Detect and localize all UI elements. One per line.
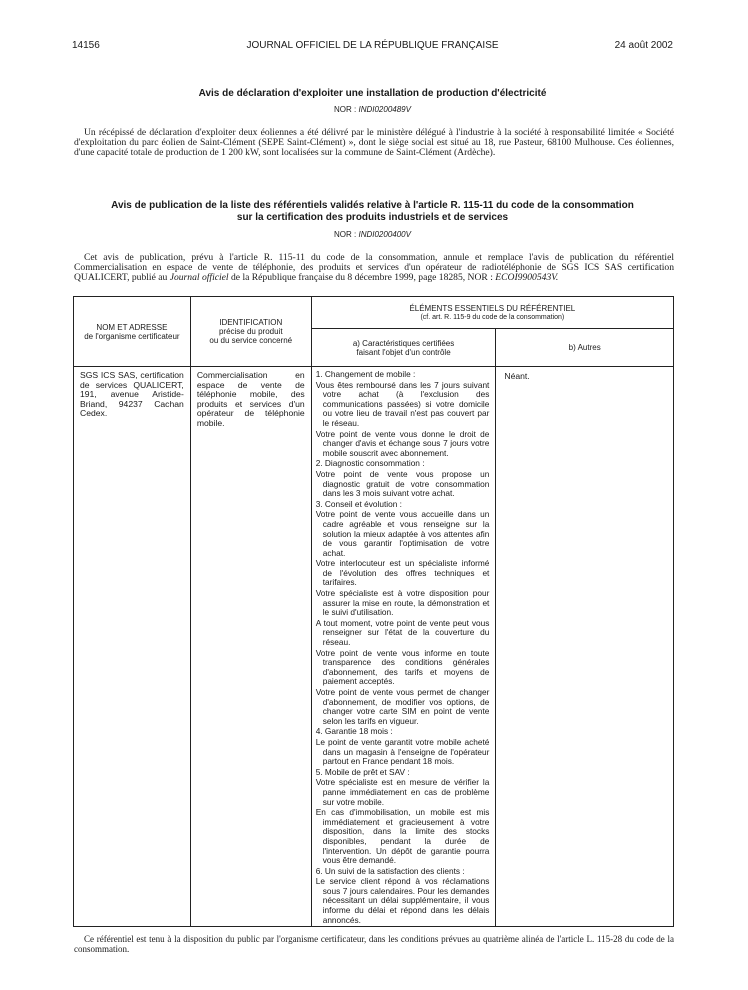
- header-identification-line1: IDENTIFICATION: [219, 318, 283, 327]
- nor-label: NOR :: [334, 230, 357, 239]
- criteria-text: Le point de vente garantit votre mobile acheté dans un magasin à l'enseigne de l'opérateur partout en France pendant 18 mois.: [315, 736, 490, 767]
- notice1-body: [74, 128, 674, 158]
- criteria-heading: 3. Conseil et évolution :: [315, 498, 402, 509]
- referentiel-table: [73, 296, 674, 927]
- criteria-text: En cas d'immobilisation, un mobile est mis immédiatement et gracieusement à votre disposition, dans la limite des stocks disponibles, pendant la durée de l'intervention. Un dépôt de garantie pourra vous être demandé.: [315, 807, 490, 866]
- header-identification: [190, 297, 311, 367]
- page-header: [72, 40, 673, 54]
- criteria-text: Votre point de vente vous propose un diagnostic gratuit de votre consommation dans les 3 mois suivant votre achat.: [315, 468, 490, 499]
- criteria-heading: 5. Mobile de prêt et SAV :: [315, 766, 410, 777]
- header-organisme-line2: de l'organisme certificateur: [84, 331, 180, 341]
- subheader-b: b) Autres: [496, 329, 674, 367]
- issue-date: 24 août 2002: [614, 40, 673, 51]
- header-elements: [311, 297, 673, 329]
- header-identification-line3: ou du service concerné: [209, 336, 293, 345]
- criteria-text: Votre point de vente vous permet de changer d'abonnement, de modifier vos options, de changer votre carte SIM en point de vente selon les tarifs en vigueur.: [315, 687, 490, 726]
- cell-criteria: [311, 367, 496, 927]
- notice1-title: Avis de déclaration d'exploiter une installation de production d'électricité: [198, 88, 547, 99]
- header-elements-line1: ÉLÉMENTS ESSENTIELS DU RÉFÉRENTIEL: [409, 303, 576, 313]
- cell-autres: Néant.: [496, 367, 674, 927]
- notice2-body-part2: de la République française du 8 décembre 1999, page 18285, NOR :: [228, 272, 496, 283]
- subheader-a-line2: faisant l'objet d'un contrôle: [356, 347, 451, 357]
- cell-identification: Commercialisation en espace de vente de téléphonie mobile, des produits et services d'un opérateur de téléphonie mobile.: [190, 367, 311, 927]
- subheader-a: [311, 329, 496, 367]
- footer-note: [74, 934, 674, 954]
- notice2-title-line2: sur la certification des produits industriels et de services: [236, 212, 509, 223]
- notice2-body: [74, 253, 674, 283]
- criteria-text: Votre interlocuteur est un spécialiste informé de l'évolution des offres techniques et tarifaires.: [315, 558, 490, 588]
- journal-title: JOURNAL OFFICIEL DE LA RÉPUBLIQUE FRANÇAISE: [246, 40, 499, 51]
- nor-label: NOR :: [334, 105, 357, 114]
- header-organisme-line1: NOM ET ADRESSE: [96, 322, 168, 332]
- header-identification-line2: précise du produit: [218, 327, 283, 336]
- criteria-text: Votre point de vente vous accueille dans un cadre agréable et vous renseigne sur la solution la mieux adaptée à vos attentes afin de vous garantir l'optimisation de votre achat.: [315, 509, 490, 558]
- criteria-heading: 2. Diagnostic consommation :: [315, 458, 425, 469]
- notice1-body-text: Un récépissé de déclaration d'exploiter deux éoliennes a été délivré par le ministère délégué à l'industrie à la société à responsabilité limitée « Société d'exploitation du parc éolien de Saint-Clément (SEPE Saint-Clément) », dont le siège social est situé au 18, rue Pasteur, 68100 Mulhouse. Ces éoliennes, d'une capacité totale de production de 1 200 kW, sont localisées sur la commune de Saint-Clément (Ardèche).: [74, 127, 674, 158]
- header-organisme: [74, 297, 191, 367]
- nor-code: INDI0200489V: [358, 105, 411, 114]
- criteria-heading: 1. Changement de mobile :: [315, 369, 416, 379]
- nor-code: INDI0200400V: [358, 230, 411, 239]
- cell-organisme: SGS ICS SAS, certification de services QUALICERT, 191, avenue Aristide-Briand, 94237 Cachan Cedex.: [74, 367, 191, 927]
- criteria-text: Votre point de vente vous donne le droit de changer d'avis et échange sous 7 jours votre mobile souscrit avec abonnement.: [315, 428, 490, 458]
- footer-note-text: Ce référentiel est tenu à la disposition du public par l'organisme certificateur, dans les conditions prévues au quatrième alinéa de l'article L. 115-28 du code de la consommation.: [74, 934, 674, 954]
- criteria-text: Votre spécialiste est en mesure de vérifier la panne immédiatement en cas de problème sur votre mobile.: [315, 777, 490, 807]
- criteria-list: [316, 370, 490, 925]
- criteria-text: Vous êtes remboursé dans les 7 jours suivant votre achat (à l'exclusion des communications passées) si votre domicile ou votre lieu de travail n'est pas couvert par le réseau.: [315, 379, 490, 428]
- criteria-heading: 4. Garantie 18 mois :: [315, 726, 393, 737]
- criteria-text: Votre spécialiste est à votre disposition pour assurer la mise en route, la démonstration et le suivi d'utilisation.: [315, 588, 490, 618]
- notice2-body-italic2: ECOI9900543V.: [495, 272, 559, 283]
- criteria-text: Votre point de vente vous informe en toute transparence des conditions générales d'abonnement, des tarifs et moyens de paiement acceptés.: [315, 647, 490, 687]
- criteria-text: A tout moment, votre point de vente peut vous renseigner sur l'état de la couverture du réseau.: [315, 617, 490, 648]
- notice2-body-italic1: Journal officiel: [169, 272, 229, 283]
- notice1-nor: [72, 105, 673, 114]
- criteria-text: Le service client répond à vos réclamations sous 7 jours calendaires. Pour les demandes nécessitant un délai supplémentaire, il vous informe du délai et répond dans les délais annoncés.: [315, 876, 490, 925]
- notice2-title-line1: Avis de publication de la liste des référentiels validés relative à l'article R. 115-11 du code de la consommation: [111, 200, 634, 211]
- notice2-nor: [72, 230, 673, 239]
- notice2-body-part1: Cet avis de publication, prévu à l'article R. 115-11 du code de la consommation, annule et remplace l'avis de publication du référentiel Commercialisation en espace de vente de téléphonie, des produits et services d'un opérateur de radiotéléphonie de SGS ICS SAS certification QUALICERT, publié au: [74, 252, 674, 283]
- page-number: 14156: [72, 40, 100, 51]
- notice2-title: [72, 200, 673, 224]
- header-elements-line2: (cf. art. R. 115-9 du code de la consommation): [420, 313, 565, 321]
- criteria-heading: 6. Un suivi de la satisfaction des clients :: [315, 865, 465, 876]
- subheader-a-line1: a) Caractéristiques certifiées: [352, 338, 455, 348]
